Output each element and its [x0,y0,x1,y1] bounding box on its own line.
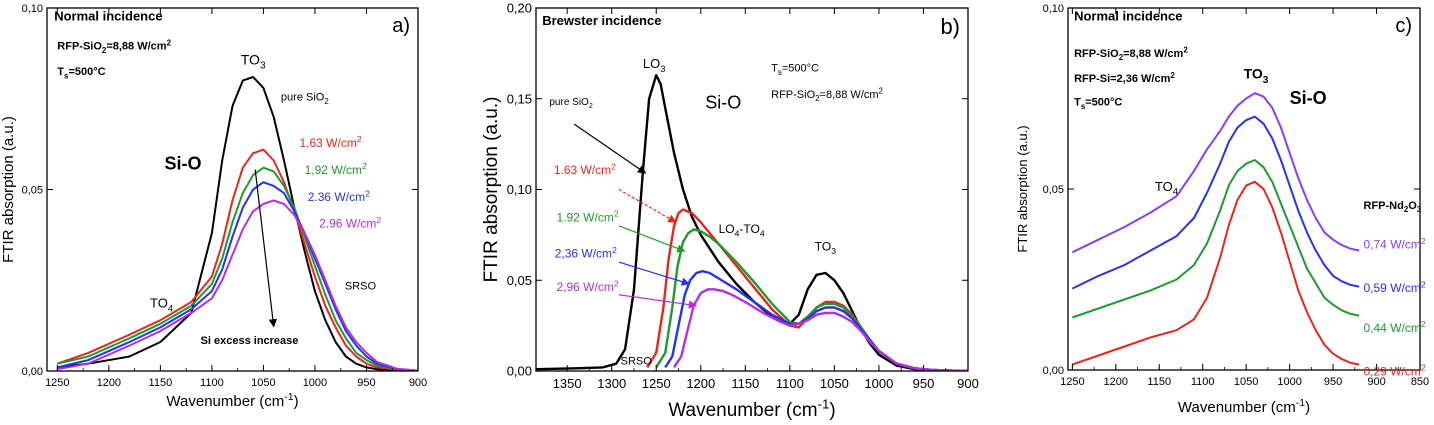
annotation-main: RFP-SiO [57,40,102,53]
x-axis-label-text: Wavenumber (cm [166,393,285,410]
y-tick-label: 0,00 [21,365,43,378]
annotation-text [164,154,201,174]
annotation-main: Si-O [705,92,742,113]
annotation-text [1155,179,1178,197]
y-tick-label: 0,10 [506,182,532,198]
annotation-main: 2.36 W/cm [307,190,366,205]
annotation-text [1290,88,1327,108]
x-tick-label: 1200 [1103,376,1129,388]
x-tick-label: 1150 [148,377,173,389]
annotation-sub: 2 [1403,205,1409,215]
annotation-main: RFP-Si=2,36 W/cm [1074,73,1171,86]
annotation-text [643,56,666,74]
annotation-rest: =8,88 W/cm [106,40,167,53]
annotation-text [241,51,266,71]
annotation-sup: 2 [1183,45,1188,55]
x-axis-label-text: Wavenumber (cm [1177,399,1296,416]
x-tick-label: 1150 [1147,376,1172,388]
annotation-text [542,13,661,28]
annotation-sub: 4 [734,228,740,239]
annotation-sub: s [777,67,782,77]
annotation-sub: 2 [815,94,820,104]
annotation-sup: 2 [1170,70,1175,80]
annotation-rest: -TO [739,222,760,237]
x-axis-label-sup: -1 [284,391,294,403]
y-tick-label: 0,05 [21,184,43,197]
x-tick-label: 1050 [819,376,849,391]
annotation-sub: 3 [831,245,837,256]
annotation-text [555,245,617,261]
y-axis-label: FTIR absorption (a.u.) [1015,125,1030,253]
x-tick-label: 900 [1367,376,1386,388]
annotation-sub: 2 [101,46,107,56]
x-tick-label: 950 [357,377,376,389]
x-tick-label: 1050 [251,377,276,389]
annotation-sub: 2 [588,101,593,111]
annotation-main: Normal incidence [54,8,163,24]
annotation-main: Si-O [1289,87,1327,108]
annotation-arrow [619,190,676,223]
annotation-sup: 2 [365,188,370,199]
annotation-rest: =8,88 W/cm [819,88,879,101]
x-axis-label-end: ) [829,400,836,421]
annotation-text [1364,279,1426,295]
x-tick-label: 1250 [1060,376,1085,388]
x-tick-label: 1150 [731,376,760,391]
panel-c [1015,3,1429,416]
x-tick-label: 1000 [1277,376,1302,388]
annotation-sup: 2 [361,161,367,172]
x-tick-label: 1200 [686,376,716,391]
annotation-sub: 4 [759,228,765,239]
annotation-text [281,92,329,106]
annotation-main: pure SiO [280,91,325,104]
annotation-sub: 4 [1172,186,1178,197]
x-axis-label [668,396,835,421]
annotation-sub: s [1080,102,1086,112]
annotation-text [1364,200,1422,214]
annotation-sup: 2 [1420,362,1426,373]
annotation-main: 0,74 W/cm [1363,237,1421,252]
annotation-text [150,295,173,313]
y-tick-label: 0,10 [1042,2,1064,15]
annotation-main: 1,63 W/cm [299,136,357,151]
plot-frame [536,8,968,371]
annotation-text [1074,71,1175,85]
annotation-text [815,239,836,256]
x-tick-label: 950 [1323,376,1343,388]
x-axis-label-text: Wavenumber (cm [668,400,818,421]
annotation-sub: 2 [1118,53,1124,63]
series-line-4 [665,271,968,371]
annotation-main: T [57,66,65,79]
annotation-sub: 4 [167,303,174,314]
annotation-main: 0,44 W/cm [1363,320,1421,335]
annotation-sup: 2 [376,214,382,225]
x-tick-label: 1250 [641,376,671,391]
annotation-rest: =8,88 W/cm [1123,47,1184,60]
annotation-sup: 2 [166,38,171,48]
annotation-main: TO [1243,65,1263,82]
annotation-rest: =500°C [781,62,819,75]
annotation-text [1364,363,1426,379]
annotation-text [305,161,367,177]
annotation-main: 1.92 W/cm [556,210,614,225]
annotation-text [1074,45,1188,62]
annotation-main: LO [718,222,735,237]
annotation-text [771,63,819,77]
x-tick-label: 950 [912,376,935,391]
x-tick-label: 1000 [864,376,894,391]
series-line-3 [1072,117,1359,289]
panel-label: a) [392,15,410,37]
y-tick-label: 0,20 [506,0,532,16]
annotation-sup: 2 [878,86,883,96]
series-line-2 [1072,160,1359,318]
annotation-text [1074,9,1182,24]
annotation-text [299,134,361,150]
annotation-sup: 2 [1420,279,1426,290]
annotation-main: 2.96 W/cm [319,216,377,231]
annotation-sub: s [64,71,69,81]
x-tick-label: 900 [408,377,428,389]
annotation-rest: =500°C [1085,96,1123,109]
annotation-sub: 2 [324,96,329,106]
series-line-3 [656,229,968,370]
annotation-text [308,188,370,204]
annotation-text [1074,97,1122,111]
annotation-sup: 2 [1420,235,1426,246]
annotation-main: Si excess increase [200,334,299,347]
y-tick-label: 0,05 [1042,183,1064,196]
annotation-sub: 3 [259,60,266,72]
annotation-main: 2,36 W/cm [554,246,613,261]
annotation-arrow [255,170,274,327]
annotation-main: TO [150,295,168,311]
annotation-text [57,66,105,80]
annotation-main: Brewster incidence [542,13,662,29]
y-tick-label: 0,15 [506,91,532,107]
annotation-arrow [619,226,685,251]
annotation-sup: 2 [611,161,616,172]
panel-label: c) [1395,15,1412,37]
annotation-text [771,86,883,103]
annotation-main: SRSO [620,355,652,368]
y-tick-label: 0,00 [506,363,532,379]
annotation-main: 1,92 W/cm [304,162,362,177]
annotation-main: TO [814,239,832,254]
annotation-main: Normal incidence [1074,8,1183,24]
annotation-main: 0,59 W/cm [1363,281,1421,296]
annotation-text [1364,236,1426,252]
x-axis-label-sup: -1 [817,396,830,412]
annotation-text [1364,319,1426,335]
annotation-main: 1.63 W/cm [553,163,612,178]
annotation-text [57,38,171,55]
series-line-5 [674,289,968,371]
annotation-main: 0,29 W/cm [1363,364,1421,379]
x-tick-label: 1100 [775,376,804,391]
annotation-text [621,356,653,368]
annotation-main: TO [1154,178,1173,194]
annotation-sub: 3 [1262,74,1269,86]
annotation-rest: =500°C [68,66,106,79]
x-axis-label [1178,397,1310,416]
annotation-sup: 2 [612,244,617,255]
annotation-main: Si-O [164,153,202,174]
x-tick-label: 1350 [552,376,582,391]
annotation-text [201,335,299,347]
x-axis-label [166,391,298,410]
annotation-rest: O [1408,199,1417,212]
x-tick-label: 1100 [1190,376,1215,388]
y-axis-label: FTIR absorption (a.u.) [0,116,17,263]
x-tick-label: 1050 [1233,376,1259,388]
series-line-1 [1072,182,1359,365]
annotation-text [556,278,618,294]
annotation-text [345,280,377,292]
annotation-main: SRSO [344,280,377,293]
panel-b [481,1,979,421]
annotation-main: RFP-SiO [1074,47,1119,60]
x-tick-label: 900 [957,376,979,391]
x-tick-label: 1000 [302,377,328,389]
annotation-text [556,208,618,224]
x-tick-label: 1100 [200,377,224,389]
annotation-sup: 2 [613,208,619,219]
annotation-text [705,93,741,113]
annotation-text [719,222,765,239]
panel-label: b) [940,14,960,39]
annotation-main: 2,96 W/cm [556,280,614,295]
annotation-sup: 2 [1420,319,1426,330]
annotation-sub: 3 [660,63,666,74]
y-axis-label: FTIR absorption (a.u.) [481,96,502,283]
x-tick-label: 1250 [45,377,70,389]
annotation-main: pure SiO [549,97,589,109]
annotation-sup: 2 [356,134,362,145]
annotation-text [54,9,162,24]
x-tick-label: 850 [1410,376,1430,388]
annotation-sub: 3 [1416,205,1422,215]
x-axis-label-end: ) [1305,399,1311,416]
annotation-text [549,97,592,110]
annotation-sup: 2 [613,278,619,289]
y-tick-label: 0,10 [21,2,43,15]
annotation-text [319,215,381,231]
x-axis-label-sup: -1 [1295,397,1306,409]
y-tick-label: 0,00 [1042,364,1064,377]
annotation-main: RFP-Nd [1363,199,1404,212]
y-tick-label: 0,05 [506,272,532,288]
annotation-text [1244,66,1269,86]
annotation-main: RFP-SiO [771,88,816,101]
annotation-main: LO [642,55,661,71]
x-tick-label: 1200 [96,377,122,389]
annotation-main: TO [240,51,260,68]
panel-a [0,3,427,410]
annotation-main: T [771,62,778,75]
x-tick-label: 1300 [597,376,627,391]
annotation-main: T [1074,96,1081,109]
annotation-text [554,161,616,177]
x-axis-label-end: ) [293,393,299,410]
